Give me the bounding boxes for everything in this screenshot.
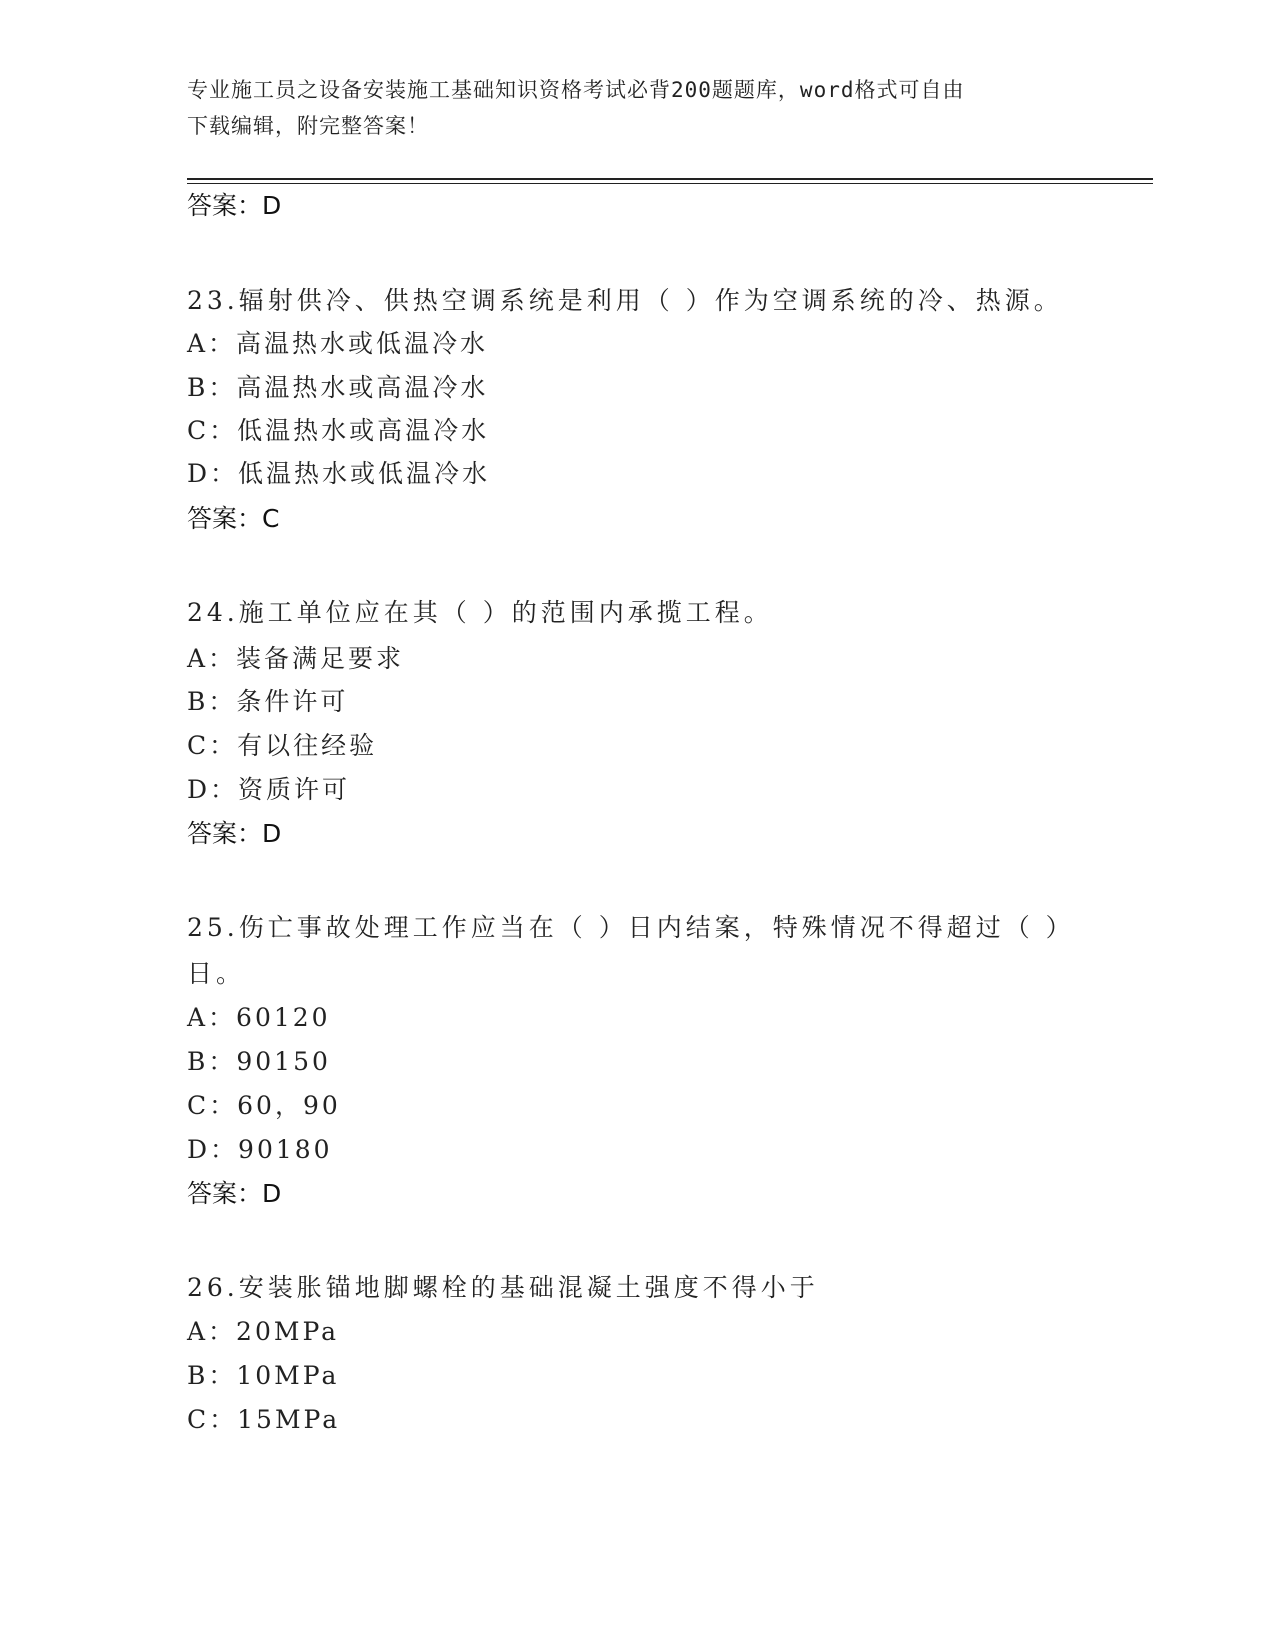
header-line-2: 下载编辑，附完整答案！ — [187, 114, 429, 138]
question-24-option-a: A：装备满足要求 — [187, 644, 405, 673]
question-24-answer: 答案：D — [187, 819, 282, 848]
question-24-option-b: B：条件许可 — [187, 687, 349, 716]
question-25-answer: 答案：D — [187, 1179, 282, 1208]
document-header — [187, 72, 1067, 144]
question-26-option-c: C：15MPa — [187, 1405, 341, 1434]
header-line-1: 专业施工员之设备安装施工基础知识资格考试必背200题题库，word格式可自由 — [187, 78, 965, 102]
question-23-option-b: B：高温热水或高温冷水 — [187, 373, 489, 402]
answer-previous: 答案：D — [187, 191, 282, 220]
question-24-stem: 24.施工单位应在其（ ）的范围内承揽工程。 — [187, 598, 773, 627]
question-25-option-a: A：60120 — [187, 1003, 331, 1032]
question-26-stem: 26.安装胀锚地脚螺栓的基础混凝土强度不得小于 — [187, 1273, 819, 1302]
header-divider — [187, 178, 1153, 180]
question-23-stem: 23.辐射供冷、供热空调系统是利用（ ）作为空调系统的冷、热源。 — [187, 286, 1063, 315]
question-23-answer: 答案：C — [187, 504, 280, 533]
question-24-option-c: C：有以往经验 — [187, 731, 378, 760]
header-divider-thin — [187, 183, 1153, 184]
question-23-option-d: D：低温热水或低温冷水 — [187, 459, 491, 488]
question-25-option-b: B：90150 — [187, 1047, 331, 1076]
question-23-option-c: C：低温热水或高温冷水 — [187, 416, 490, 445]
question-25-option-d: D：90180 — [187, 1135, 333, 1164]
question-25-stem: 25.伤亡事故处理工作应当在（ ）日内结案，特殊情况不得超过（ ）日。 — [187, 913, 1063, 988]
question-23-option-a: A：高温热水或低温冷水 — [187, 329, 489, 358]
question-24-option-d: D：资质许可 — [187, 775, 351, 804]
question-25-option-c: C：60，90 — [187, 1091, 341, 1120]
question-26-option-b: B：10MPa — [187, 1361, 340, 1390]
question-26-option-a: A：20MPa — [187, 1317, 340, 1346]
